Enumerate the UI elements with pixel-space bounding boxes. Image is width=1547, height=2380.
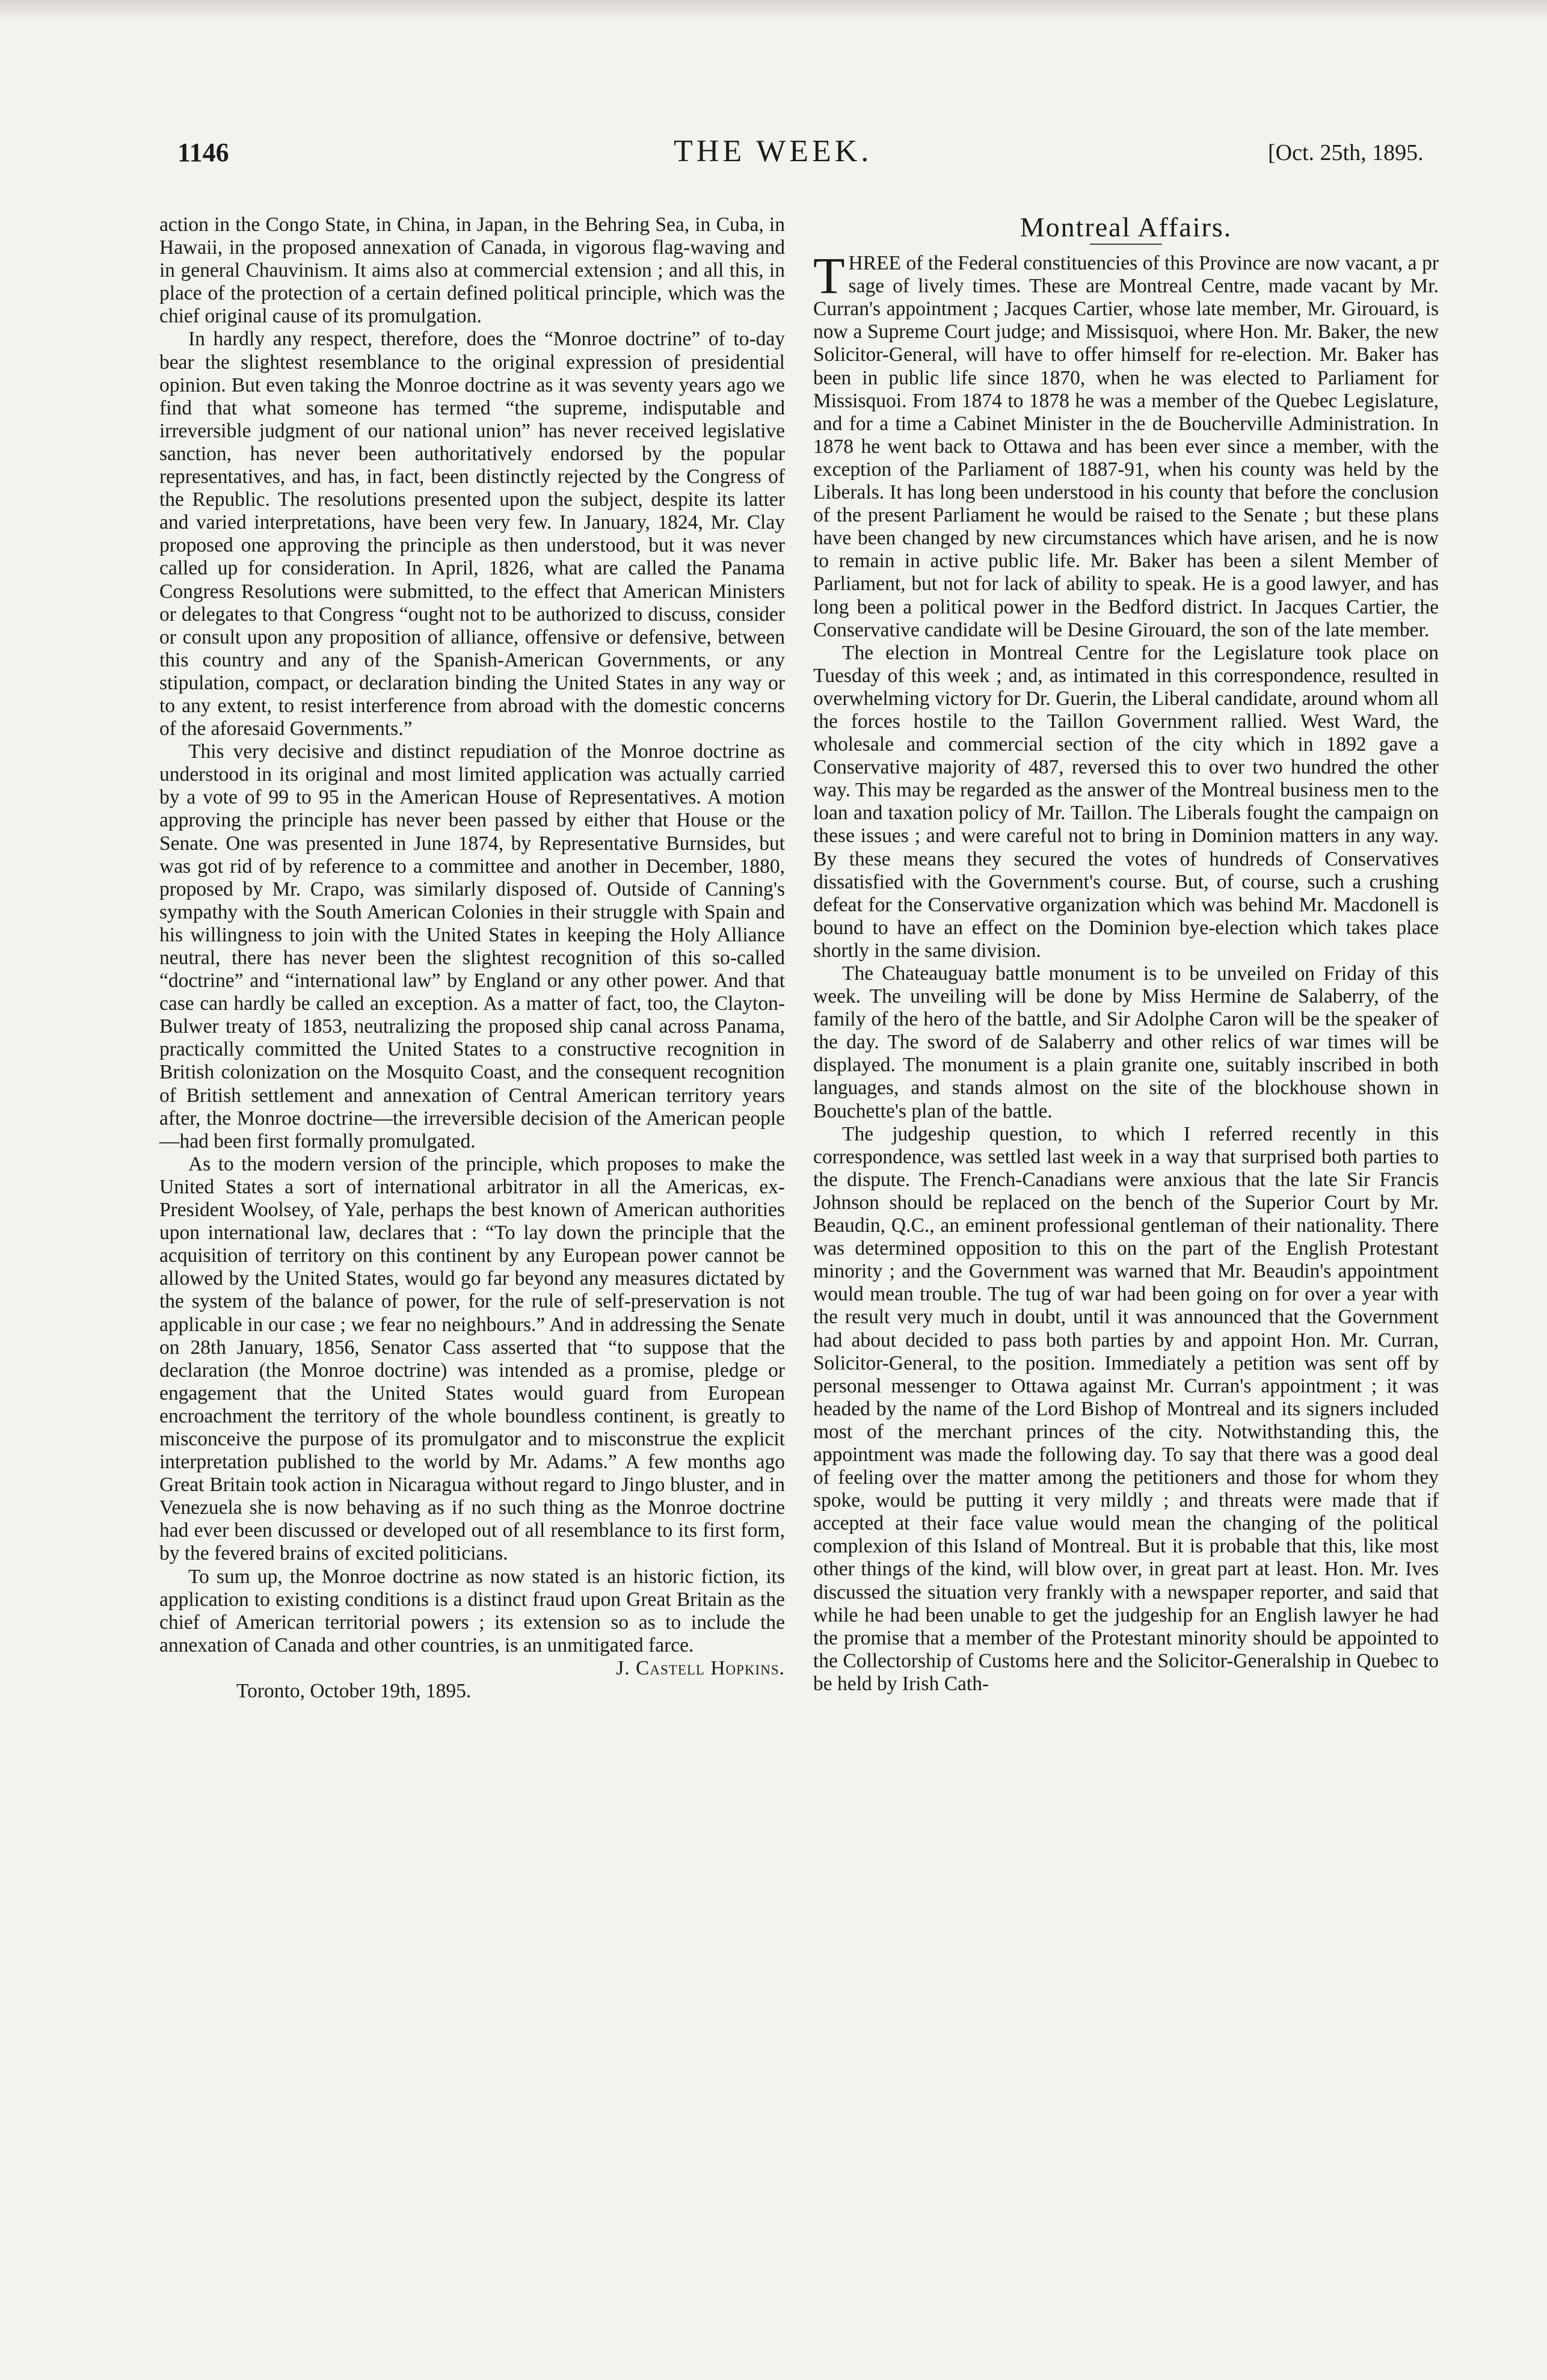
paragraph: In hardly any respect, therefore, does the “Monroe doctrine” of to-day bear the slightest resemblance to the original expression of presidential opinion. But even taking the Monroe doctrine as it was seventy years ago we find that what someone has termed “the supreme, indisputable and irreversible judgment of our national union” has never received legislative sanction, has never been authoritatively endorsed by the popular representatives, and has, in fact, been distinctly rejected by the Congress of the Republic. The resolutions presented upon the subject, despite its latter and varied interpretations, have been very few. In January, 1824, Mr. Clay proposed one approving the principle as then understood, but it was never called up for consideration. In April, 1826, what are called the Panama Congress Resolutions were submitted, to the effect that American Ministers or delegates to that Congress “ought not to be authorized to discuss, consider or consult upon any proposition of alliance, offensive or defensive, between this country and any of the Spanish-American Governments, or any stipulation, compact, or declaration binding the United States in any way or to any extent, to resist interference from abroad with the domestic concerns of the aforesaid Governments.” — [159, 328, 785, 740]
paragraph: action in the Congo State, in China, in Japan, in the Behring Sea, in Cuba, in Hawaii, in the proposed annexation of Canada, in vigorous flag-waving and in general Chauvinism. It aims also at commercial extension ; and all this, in place of the protection of a certain defined political principle, which was the chief original cause of its promulgation. — [159, 214, 785, 328]
paragraph — [813, 247, 1439, 642]
paragraph: As to the modern version of the principle, which proposes to make the United States a sort of international arbitrator in all the Americas, ex-President Woolsey, of Yale, perhaps the best known of American authorities upon international law, declares that : “To lay down the principle that the acquisition of territory on this continent by any European power cannot be allowed by the United States, would go far beyond any measures dictated by the system of the balance of power, for the rule of self-preservation is not applicable in our case ; we fear no neighbours.” And in addressing the Senate on 28th January, 1856, Senator Cass asserted that “to suppose that the declaration (the Monroe doctrine) was intended as a promise, pledge or engagement that the United States would guard from European encroachment the territory of the whole boundless continent, is greatly to misconceive the purpose of its promulgator and to misconstrue the explicit interpretation published to the world by Mr. Adams.” A few months ago Great Britain took action in Nicaragua without regard to Jingo bluster, and in Venezuela she is now behaving as if no such thing as the Monroe doctrine had ever been discussed or developed out of all resemblance to its first form, by the fevered brains of excited politicians. — [159, 1152, 785, 1565]
article-title: Montreal Affairs. — [1020, 212, 1232, 242]
paragraph: The election in Montreal Centre for the Legislature took place on Tuesday of this week ; and, as intimated in this correspondence, resulted in overwhelming victory for Dr. Guerin, the Liberal candidate, around whom all the forces hostile to the Taillon Government rallied. West Ward, the wholesale and commercial section of the city which in 1892 gave a Conservative majority of 487, reversed this to over two hundred the other way. This may be regarded as the answer of the Montreal business men to the loan and taxation policy of Mr. Taillon. The Liberals fought the campaign on these issues ; and were careful not to bring in Dominion matters in any way. By these means they secured the votes of hundreds of Conservatives dissatisfied with the Government's course. But, of course, such a crushing defeat for the Conservative organization which was behind Mr. Macdonell is bound to have an effect on the Dominion bye-election which takes place shortly in the same division. — [813, 641, 1439, 962]
author-signature: J. Castell Hopkins. — [616, 1656, 785, 1679]
issue-date: [Oct. 25th, 1895. — [1268, 140, 1424, 165]
paragraph: This very decisive and distinct repudiation of the Monroe doctrine as understood in its original and most limited application was actually carried by a vote of 99 to 95 in the American House of Representatives. A motion approving the principle has never been passed by either that House or the Senate. One was presented in June 1874, by Representative Burnsides, but was got rid of by reference to a committee and another in December, 1880, proposed by Mr. Crapo, was similarly disposed of. Outside of Canning's sympathy with the South American Colonies in their struggle with Spain and his willingness to join with the United States in keeping the Holy Alliance neutral, there has never been the slightest recognition of this so-called “doctrine” and “international law” by England or any other power. And that case can hardly be called an exception. As a matter of fact, too, the Clayton-Bulwer treaty of 1853, neutralizing the proposed ship canal across Panama, practically committed the United States to a constructive recognition in British colonization on the Mosquito Coast, and the consequent recognition of British settlement and annexation of Central American territory years after, the Monroe doctrine—the irreversible decision of the American people—had been first formally promulgated. — [159, 740, 785, 1152]
journal-title: THE WEEK. — [674, 134, 873, 168]
paragraph: The Chateauguay battle monument is to be unveiled on Friday of this week. The unveiling will be done by Miss Hermine de Salaberry, of the family of the hero of the battle, and Sir Adolphe Caron will be the speaker of the day. The sword of de Salaberry and other relics of war times will be displayed. The monument is a plain granite one, suitably inscribed in both languages, and stands almost on the site of the blockhouse shown in Bouchette's plan of the battle. — [813, 962, 1439, 1122]
paragraph: To sum up, the Monroe doctrine as now stated is an historic fiction, its application to existing conditions is a distinct fraud upon Great Britain as the chief of American territorial powers ; its extension so as to include the annexation of Canada and other countries, is an unmitigated farce. — [159, 1565, 785, 1656]
page-number: 1146 — [177, 138, 229, 167]
drop-cap: T — [813, 247, 845, 305]
place-date-line: Toronto, October 19th, 1895. — [236, 1680, 472, 1702]
page-header — [0, 134, 1547, 185]
paragraph: The judgeship question, to which I referred recently in this correspondence, was settled last week in a way that surprised both parties to the dispute. The French-Canadians were anxious that the late Sir Francis Johnson should be replaced on the bench of the Superior Court by Mr. Beaudin, Q.C., an eminent professional gentleman of their nationality. There was determined opposition to this on the part of the English Protestant minority ; and the Government was warned that Mr. Beaudin's appointment would mean trouble. The tug of war had been going on for over a year with the result very much in doubt, until it was announced that the Government had about decided to pass both parties by and appoint Hon. Mr. Curran, Solicitor-General, to the position. Immediately a petition was sent off by personal messenger to Ottawa against Mr. Curran's appointment ; it was headed by the name of the Lord Bishop of Montreal and its signers included most of the merchant princes of the city. Notwithstanding this, the appointment was made the following day. To say that there was a good deal of feeling over the matter among the petitioners and those for whom they spoke, would be putting it very mildly ; and threats were made that if accepted at their face value would mean the changing of the political complexion of this Island of Montreal. But it is probable that this, like most other things of the kind, will blow over, in great part at least. Hon. Mr. Ives discussed the situation very frankly with a newspaper reporter, and said that while he had been unable to get the judgeship for an English lawyer he had the promise that a member of the Protestant minority should be appointed to the Collectorship of Customs here and the Solicitor-Generalship in Quebec to be held by Irish Cath- — [813, 1122, 1439, 1695]
page-top-edge — [0, 0, 1547, 22]
paragraph-text: HREE of the Federal constituencies of this Province are now vacant, a pr sage of lively times. These are Montreal Centre, made vacant by Mr. Curran's appointment ; Jacques Cartier, whose late member, Mr. Girouard, is now a Supreme Court judge; and Missisquoi, where Hon. Mr. Baker, the new Solicitor-General, will have to offer himself for re-election. Mr. Baker has been in public life since 1870, when he was elected to Parliament for Missisquoi. From 1874 to 1878 he was a member of the Quebec Legislature, and for a time a Cabinet Minister in the de Boucherville Administration. In 1878 he went back to Ottawa and has been ever since a member, with the exception of the Parliament of 1887-91, when his county was held by the Liberals. It has long been understood in his county that before the conclusion of the present Parliament he would be raised to the Senate ; but these plans have been changed by new circumstances which have arisen, and he is now to remain in active public life. Mr. Baker has been a silent Member of Parliament, but not for lack of ability to speak. He is a good lawyer, and has long been a political power in the Bedford district. In Jacques Cartier, the Conservative candidate will be Desine Girouard, the son of the late member. — [813, 252, 1439, 641]
right-column — [813, 214, 1439, 1696]
title-rule — [1090, 244, 1162, 245]
left-column — [159, 214, 785, 1703]
